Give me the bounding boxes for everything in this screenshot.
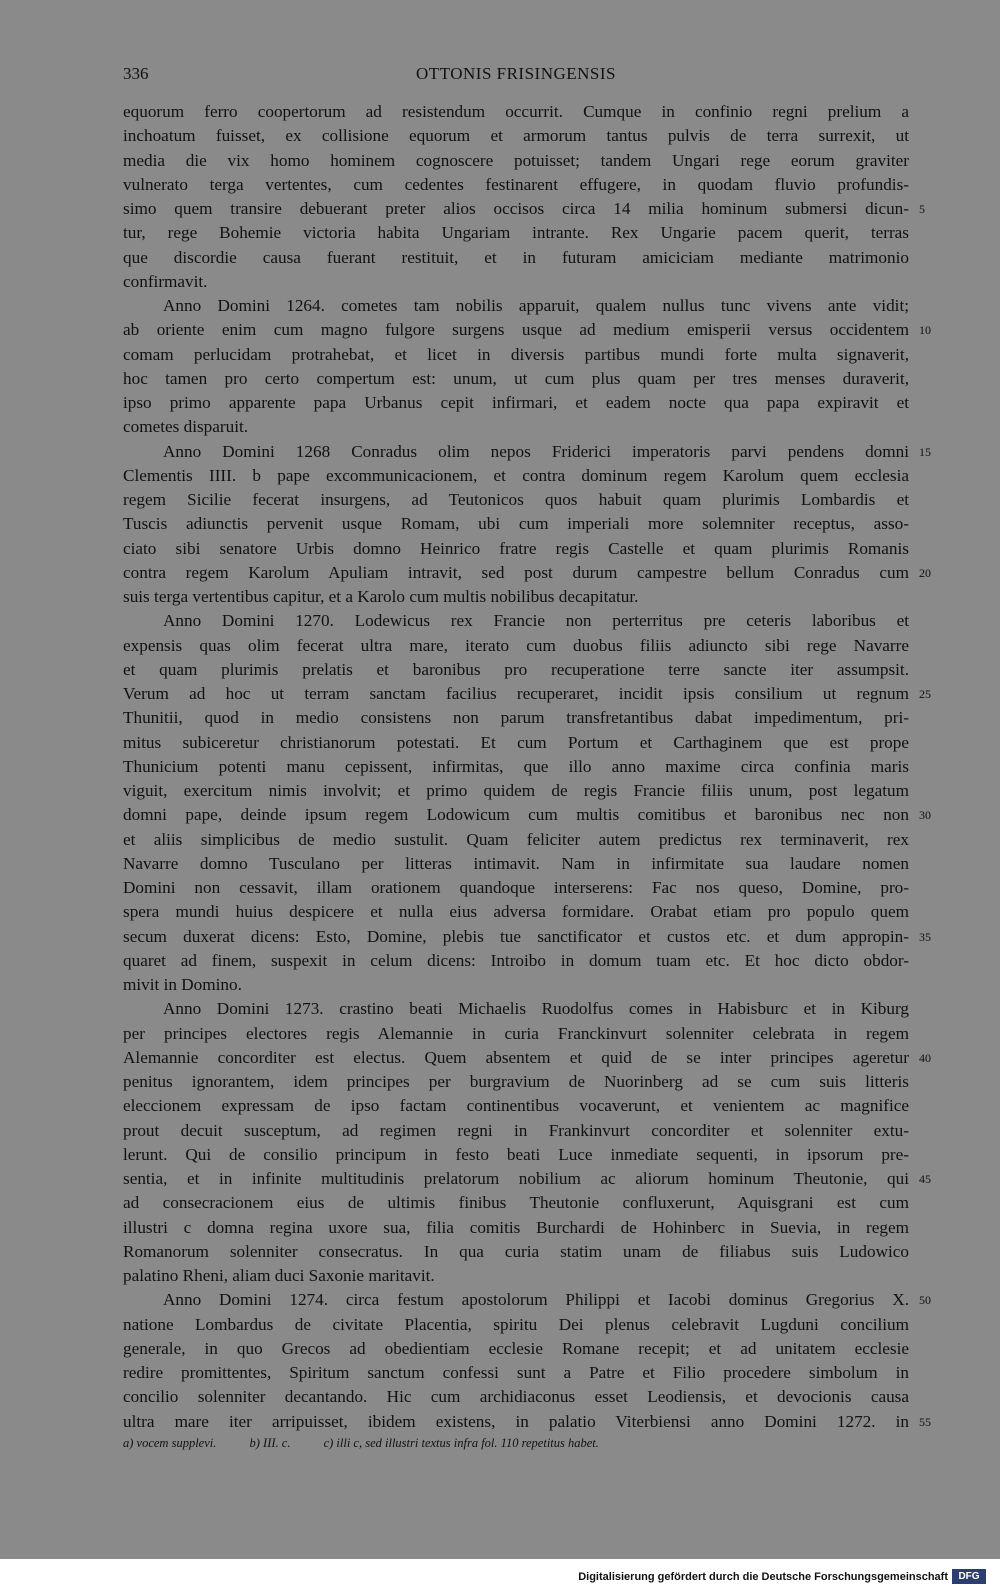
- text-line: [123, 294, 909, 318]
- text-line: [123, 1143, 909, 1167]
- line-text: eleccionem expressam de ipso factam continentibus vocaverunt, et venientem ac magnifice: [123, 1096, 909, 1116]
- running-title: OTTONIS FRISINGENSIS: [415, 64, 616, 83]
- line-text: Thunicium potenti manu cepissent, infirmitas, que illo anno maxime circa confinia maris: [123, 756, 909, 776]
- line-text: que discordie causa fuerant restituit, et in futuram amiciciam mediante matrimonio: [123, 247, 909, 267]
- line-text: ultra mare iter arripuisset, ibidem existens, in palatio Viterbiensi anno Domini 1272. in: [123, 1411, 909, 1431]
- line-number: 30: [919, 808, 931, 823]
- line-number: 15: [919, 444, 931, 459]
- main-text: [123, 100, 931, 1434]
- text-line: [123, 949, 909, 973]
- text-line: [123, 1385, 909, 1409]
- text-line: [123, 488, 909, 512]
- line-number: 10: [919, 323, 931, 338]
- line-text: Navarre domno Tusculano per litteras intimavit. Nam in infirmitate sua laudare nomen: [123, 853, 909, 873]
- text-line: [123, 706, 909, 730]
- footnote-b: b) III. c.: [249, 1436, 291, 1450]
- text-line: [123, 731, 909, 755]
- line-text: ciato sibi senatore Urbis domno Heinrico fratre regis Castelle et quam plurimis Romanis: [123, 538, 909, 558]
- line-text: mivit in Domino.: [123, 975, 242, 994]
- line-text: Anno Domini 1273. crastino beati Michaelis Ruodolfus comes in Habisburc et in Kiburg: [163, 999, 909, 1019]
- line-text: mitus subiceretur christianorum potestati. Et cum Portum et Carthaginem que est prope: [123, 732, 909, 752]
- text-line: [123, 1022, 909, 1046]
- text-line: [123, 537, 909, 561]
- text-line: [123, 221, 909, 245]
- text-line: [123, 658, 909, 682]
- text-line: [123, 682, 931, 706]
- text-line: [123, 779, 909, 803]
- line-text: tur, rege Bohemie victoria habita Ungariam intrante. Rex Ungarie pacem querit, terras: [123, 223, 909, 243]
- text-line: [123, 1313, 909, 1337]
- line-number: 45: [919, 1172, 931, 1186]
- line-text: prout decuit susceptum, ad regimen regni in Frankinvurt concorditer et solenniter extu-: [123, 1120, 909, 1140]
- line-text: simo quem transire debuerant preter alios occisos circa 14 milia hominum submersi dicun-: [123, 199, 909, 218]
- text-line: [123, 1191, 909, 1215]
- text-line: [123, 925, 931, 949]
- text-line: [123, 1070, 909, 1094]
- line-text: expensis quas olim fecerat ultra mare, iterato cum duobus filiis adiuncto sibi rege Navarre: [123, 635, 909, 655]
- text-line: [123, 852, 909, 876]
- line-text: domni pape, deinde ipsum regem Lodowicum cum multis comitibus et baronibus nec non: [123, 805, 909, 825]
- line-text: ad consecracionem eius de ultimis finibus Theutonie confluxerunt, Aquisgrani est cum: [123, 1193, 909, 1213]
- line-text: comam perlucidam protrahebat, et licet in diversis partibus mundi forte multa signaverit,: [123, 344, 909, 364]
- line-text: vulnerato terga vertentes, cum cedentes festinarent effugere, in quodam fluvio profundis-: [123, 174, 909, 194]
- text-line: [123, 197, 925, 221]
- line-text: Thunitii, quod in medio consistens non parum transfretantibus dabat impedimentum, pri-: [123, 708, 909, 728]
- line-text: ipso primo apparente papa Urbanus cepit infirmari, et eadem nocte qua papa expiravit et: [123, 393, 909, 412]
- funding-credit: Digitalisierung gefördert durch die Deutsche Forschungsgemeinschaft: [578, 1571, 948, 1583]
- footnote-a: a) vocem supplevi.: [123, 1436, 217, 1450]
- text-line: [123, 561, 931, 585]
- text-line: [123, 367, 909, 391]
- text-line: [123, 755, 909, 779]
- text-line: [123, 609, 909, 633]
- line-text: secum duxerat dicens: Esto, Domine, plebis tue sanctificator et custos etc. et dum appropin-: [123, 926, 909, 946]
- text-line: [123, 803, 931, 827]
- text-line: [123, 1410, 931, 1434]
- text-line: [123, 318, 931, 342]
- line-text: sentia, et in infinite multitudinis prelatorum nobilium ac aliorum hominum Theutonie, qui: [123, 1169, 909, 1188]
- text-line: [123, 585, 909, 609]
- line-text: hoc tamen pro certo compertum est: unum, ut cum plus quam per tres menses duraverit,: [123, 368, 909, 388]
- text-line: [123, 173, 909, 197]
- text-line: [123, 1337, 909, 1361]
- line-text: regem Sicilie fecerat insurgens, ad Teutonicos quos habuit quam plurimis Lombardis et: [123, 490, 909, 509]
- line-text: ab oriente enim cum magno fulgore surgens usque ad medium emisperii versus occidentem: [123, 320, 909, 340]
- line-number: 55: [919, 1414, 931, 1429]
- line-text: Tuscis adiunctis pervenit usque Romam, ubi cum imperiali more solemniter receptus, asso-: [123, 514, 909, 534]
- line-text: natione Lombardus de civitate Placentia, spiritu Dei plenus celebravit Lugduni concilium: [123, 1314, 909, 1334]
- line-text: Anno Domini 1270. Lodewicus rex Francie non perterritus pre ceteris laboribus et: [163, 611, 909, 631]
- line-text: spera mundi huius despicere et nulla eius adversa formidare. Orabat etiam pro populo quem: [123, 902, 909, 922]
- text-line: [123, 270, 909, 294]
- line-text: Clementis IIII. b pape excommunicacionem, et contra dominum regem Karolum quem ecclesia: [123, 465, 909, 485]
- line-text: viguit, exercitum nimis involvit; et primo quidem de regis Francie filiis unum, post legatum: [123, 781, 909, 800]
- line-number: 40: [919, 1050, 931, 1065]
- line-text: et aliis simplicibus de medio sustulit. Quam feliciter autem predictus rex terminaverit, rex: [123, 829, 909, 849]
- text-line: [123, 1167, 931, 1191]
- text-line: [123, 440, 931, 464]
- line-text: quaret ad finem, suspexit in celum dicens: Introibo in domum tuam etc. Et hoc dicto obdor-: [123, 950, 909, 970]
- text-line: [123, 1288, 931, 1312]
- footnote-c: c) illi c, sed illustri textus infra fol. 110 repetitus habet.: [323, 1436, 599, 1450]
- text-line: [123, 634, 909, 658]
- line-text: Anno Domini 1274. circa festum apostolorum Philippi et Iacobi dominus Gregorius X.: [163, 1290, 909, 1310]
- line-number: 50: [919, 1293, 931, 1308]
- line-text: Romanorum solenniter consecratus. In qua curia statim unam de filiabus suis Ludowico: [123, 1241, 909, 1261]
- text-line: [123, 1240, 909, 1264]
- line-text: contra regem Karolum Apuliam intravit, sed post durum campestre bellum Conradus cum: [123, 562, 909, 582]
- page-header: [123, 64, 909, 90]
- line-text: cometes disparuit.: [123, 417, 249, 437]
- text-line: [123, 973, 909, 997]
- line-text: suis terga vertentibus capitur, et a Karolo cum multis nobilibus decapitatur.: [123, 587, 639, 606]
- text-line: [123, 1119, 909, 1143]
- line-text: concilio solenniter decantando. Hic cum archidiaconus esset Leodiensis, et devocionis causa: [123, 1387, 909, 1407]
- line-text: generale, in quo Grecos ad obedientiam ecclesie Romane recepit; et ad unitatem ecclesie: [123, 1338, 909, 1358]
- text-line: [123, 1046, 931, 1070]
- text-line: [123, 997, 909, 1021]
- line-text: media die vix homo hominem cognoscere potuisset; tandem Ungari rege eorum graviter: [123, 150, 909, 170]
- text-line: [123, 512, 909, 536]
- line-text: palatino Rheni, aliam duci Saxonie maritavit.: [123, 1266, 435, 1285]
- line-number: 35: [919, 929, 931, 944]
- dfg-logo: DFG: [952, 1569, 986, 1584]
- line-text: et quam plurimis prelatis et baronibus pro recuperatione terre sancte iter assumpsit.: [123, 659, 909, 679]
- line-text: Alemannie concorditer est electus. Quem absentem et quid de se inter principes ageretur: [123, 1047, 909, 1067]
- text-line: [123, 149, 909, 173]
- text-line: [123, 464, 909, 488]
- line-text: redire promittentes, Spiritum sanctum confessi sunt a Patre et Filio procedere simbolum in: [123, 1363, 909, 1382]
- line-text: confirmavit.: [123, 271, 208, 291]
- line-text: illustri c domna regina uxore sua, filia comitis Burchardi de Hohinberc in Suevia, in regem: [123, 1217, 909, 1237]
- text-line: [123, 1094, 909, 1118]
- text-line: [123, 415, 909, 439]
- text-line: [123, 828, 909, 852]
- text-line: [123, 124, 909, 148]
- text-line: [123, 246, 909, 270]
- line-text: per principes electores regis Alemannie in curia Franckinvurt solenniter celebrata in regem: [123, 1023, 909, 1043]
- text-line: [123, 343, 909, 367]
- text-line: [123, 100, 909, 124]
- footnotes: [123, 1436, 909, 1451]
- page-number: 336: [123, 64, 149, 83]
- line-number: 20: [919, 565, 931, 580]
- line-number: 5: [919, 202, 925, 216]
- line-text: equorum ferro coopertorum ad resistendum occurrit. Cumque in confinio regni prelium a: [123, 102, 909, 121]
- text-line: [123, 1264, 909, 1288]
- line-number: 25: [919, 687, 931, 701]
- line-text: Verum ad hoc ut terram sanctam facilius recuperaret, incidit ipsis consilium ut regnum: [123, 684, 909, 703]
- line-text: Domini non cessavit, illam orationem quandoque interserens: Fac nos queso, Domine, pro-: [123, 878, 909, 897]
- text-line: [123, 900, 909, 924]
- line-text: penitus ignorantem, idem principes per burgravium de Nuorinberg ad se cum suis litteris: [123, 1072, 909, 1091]
- line-text: Anno Domini 1264. cometes tam nobilis apparuit, qualem nullus tunc vivens ante vidit;: [163, 296, 909, 315]
- line-text: lerunt. Qui de consilio principum in festo beati Luce inmediate sequenti, in ipsorum pre-: [123, 1144, 909, 1164]
- line-text: inchoatum fuisset, ex collisione equorum et armorum tantus pulvis de terra surrexit, ut: [123, 126, 909, 146]
- text-line: [123, 1216, 909, 1240]
- text-line: [123, 1361, 909, 1385]
- line-text: Anno Domini 1268 Conradus olim nepos Friderici imperatoris parvi pendens domni: [163, 441, 909, 461]
- text-line: [123, 876, 909, 900]
- footer-bar: [0, 1559, 1000, 1589]
- text-line: [123, 391, 909, 415]
